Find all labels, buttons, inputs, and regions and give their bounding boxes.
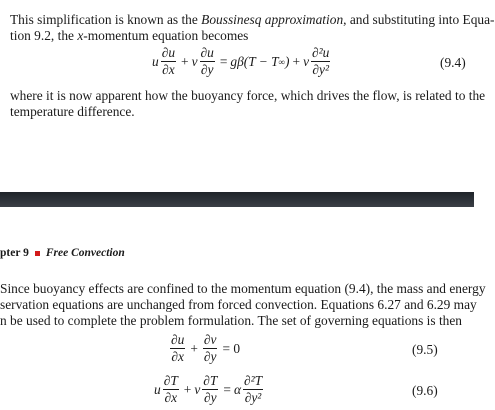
fraction-d2T-dy2: $\frac{\text{∂²T}}{\text{∂y²}}$ (243, 373, 263, 405)
equation-9-5: $\frac{\partial u}{\partial x}$ + $\frac{\partial v}{\partial y}$ = 0 (171, 332, 241, 364)
fraction-dv-dy: $\frac{\partial v}{\partial y}$ (203, 332, 217, 364)
closing-paragraph-line-1: where it is now apparent how the buoyancy force, which drives the flow, is related to the (10, 88, 486, 103)
fraction-dT-dy: $\frac{\partial T}{\partial y}$ (203, 373, 218, 405)
top-page (0, 0, 495, 196)
chapter-marker-square (35, 251, 40, 256)
equation-number-9-6: (9.6) (412, 383, 438, 398)
equation-9-4: u $\frac{\partial u}{\partial x}$ + v $\frac{\partial u}{\partial y}$ = gβ(T − T ∞ ) + ν $\frac{\text{∂²u}}{\text{∂y²}}$ (152, 45, 330, 77)
body-paragraph-line-2: servation equations are unchanged from forced convection. Equations 6.27 and 6.29 may (0, 297, 477, 312)
intro-paragraph-line-1: This simplification is known as the Boussinesq approximation, and substituting into Equa- (10, 12, 495, 27)
closing-paragraph-line-2: temperature difference. (10, 104, 135, 119)
chapter-label: pter 9 (0, 247, 29, 259)
equation-number-9-5: (9.5) (412, 342, 438, 357)
fraction-du-dy: $\frac{\partial u}{\partial y}$ (200, 45, 214, 77)
clipped-previous-line (110, 0, 370, 5)
equation-number-9-4: (9.4) (440, 55, 466, 70)
body-paragraph-line-3: n be used to complete the problem formulation. The set of governing equations is then (0, 313, 462, 328)
page-divider (0, 192, 474, 207)
chapter-header (0, 247, 125, 259)
chapter-title: Free Convection (45, 247, 125, 259)
fraction-du-dx: $\frac{\partial u}{\partial x}$ (161, 45, 176, 77)
fraction-d2u-dy2: $\frac{\text{∂²u}}{\text{∂y²}}$ (312, 45, 330, 77)
fraction-du-dx: $\frac{\partial u}{\partial x}$ (171, 332, 185, 364)
fraction-dT-dx: $\frac{\partial T}{\partial x}$ (163, 373, 178, 405)
body-paragraph-line-1: Since buoyancy effects are confined to the momentum equation (9.4), the mass and energy (0, 281, 486, 296)
intro-paragraph-line-2: tion 9.2, the x-momentum equation becomes (10, 28, 249, 43)
equation-9-6: u $\frac{\partial T}{\partial x}$ + v $\frac{\partial T}{\partial y}$ = α $\frac{\text{∂²T}}{\text{∂y²}}$ (154, 373, 263, 405)
